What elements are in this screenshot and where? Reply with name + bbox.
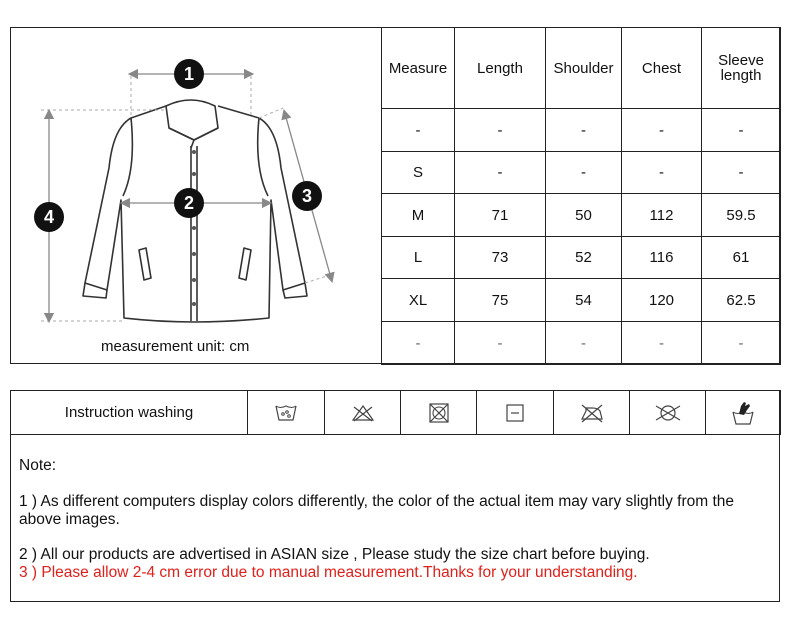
washing-instructions bbox=[10, 390, 781, 435]
svg-text:4: 4 bbox=[43, 207, 55, 227]
header-chest: Chest bbox=[622, 28, 702, 109]
measurement-unit-label: measurement unit: cm bbox=[101, 338, 250, 355]
table-row: XL 75 54 120 62.5 bbox=[382, 279, 781, 322]
header-shoulder: Shoulder bbox=[546, 28, 622, 109]
buttons bbox=[192, 150, 196, 306]
header-sleeve-length: Sleeve length bbox=[702, 28, 781, 109]
washing-label: Instruction washing bbox=[11, 391, 248, 435]
no-bleach-icon bbox=[350, 403, 376, 423]
no-dry-clean-icon bbox=[653, 403, 683, 423]
table-row: S - - - - bbox=[382, 152, 781, 194]
table-row: - - - - - bbox=[382, 322, 781, 365]
no-tumble-dry-icon bbox=[427, 402, 451, 424]
note-line-3: 3 ) Please allow 2-4 cm error due to manual measurement.Thanks for your understanding. bbox=[19, 564, 638, 581]
svg-text:3: 3 bbox=[301, 186, 313, 206]
header-measure: Measure bbox=[382, 28, 455, 109]
marker-1 bbox=[174, 59, 204, 89]
table-row: - - - - - bbox=[382, 109, 781, 152]
size-table-header bbox=[382, 28, 781, 109]
marker-3 bbox=[292, 181, 322, 211]
size-chart-panel bbox=[10, 27, 780, 364]
marker-2 bbox=[174, 188, 204, 218]
jacket-diagram bbox=[11, 28, 381, 363]
table-row: M 71 50 112 59.5 bbox=[382, 194, 781, 237]
care-notes-panel bbox=[10, 390, 780, 602]
wash-30-icon bbox=[274, 403, 298, 423]
marker-4 bbox=[34, 202, 64, 232]
hand-wash-icon bbox=[731, 400, 755, 426]
header-length: Length bbox=[455, 28, 546, 109]
iron-low-icon bbox=[578, 402, 606, 424]
size-table bbox=[381, 27, 781, 365]
note-line-2: 2 ) All our products are advertised in ASIAN size , Please study the size chart before buying. bbox=[19, 546, 650, 563]
table-row: L 73 52 116 61 bbox=[382, 237, 781, 279]
svg-text:1: 1 bbox=[183, 64, 195, 84]
note-title: Note: bbox=[19, 457, 57, 474]
note-line-1: 1 ) As different computers display colors differently, the color of the actual item may vary slightly from the above images. bbox=[19, 493, 735, 528]
flat-dry-icon bbox=[504, 403, 526, 423]
svg-text:2: 2 bbox=[183, 193, 195, 213]
